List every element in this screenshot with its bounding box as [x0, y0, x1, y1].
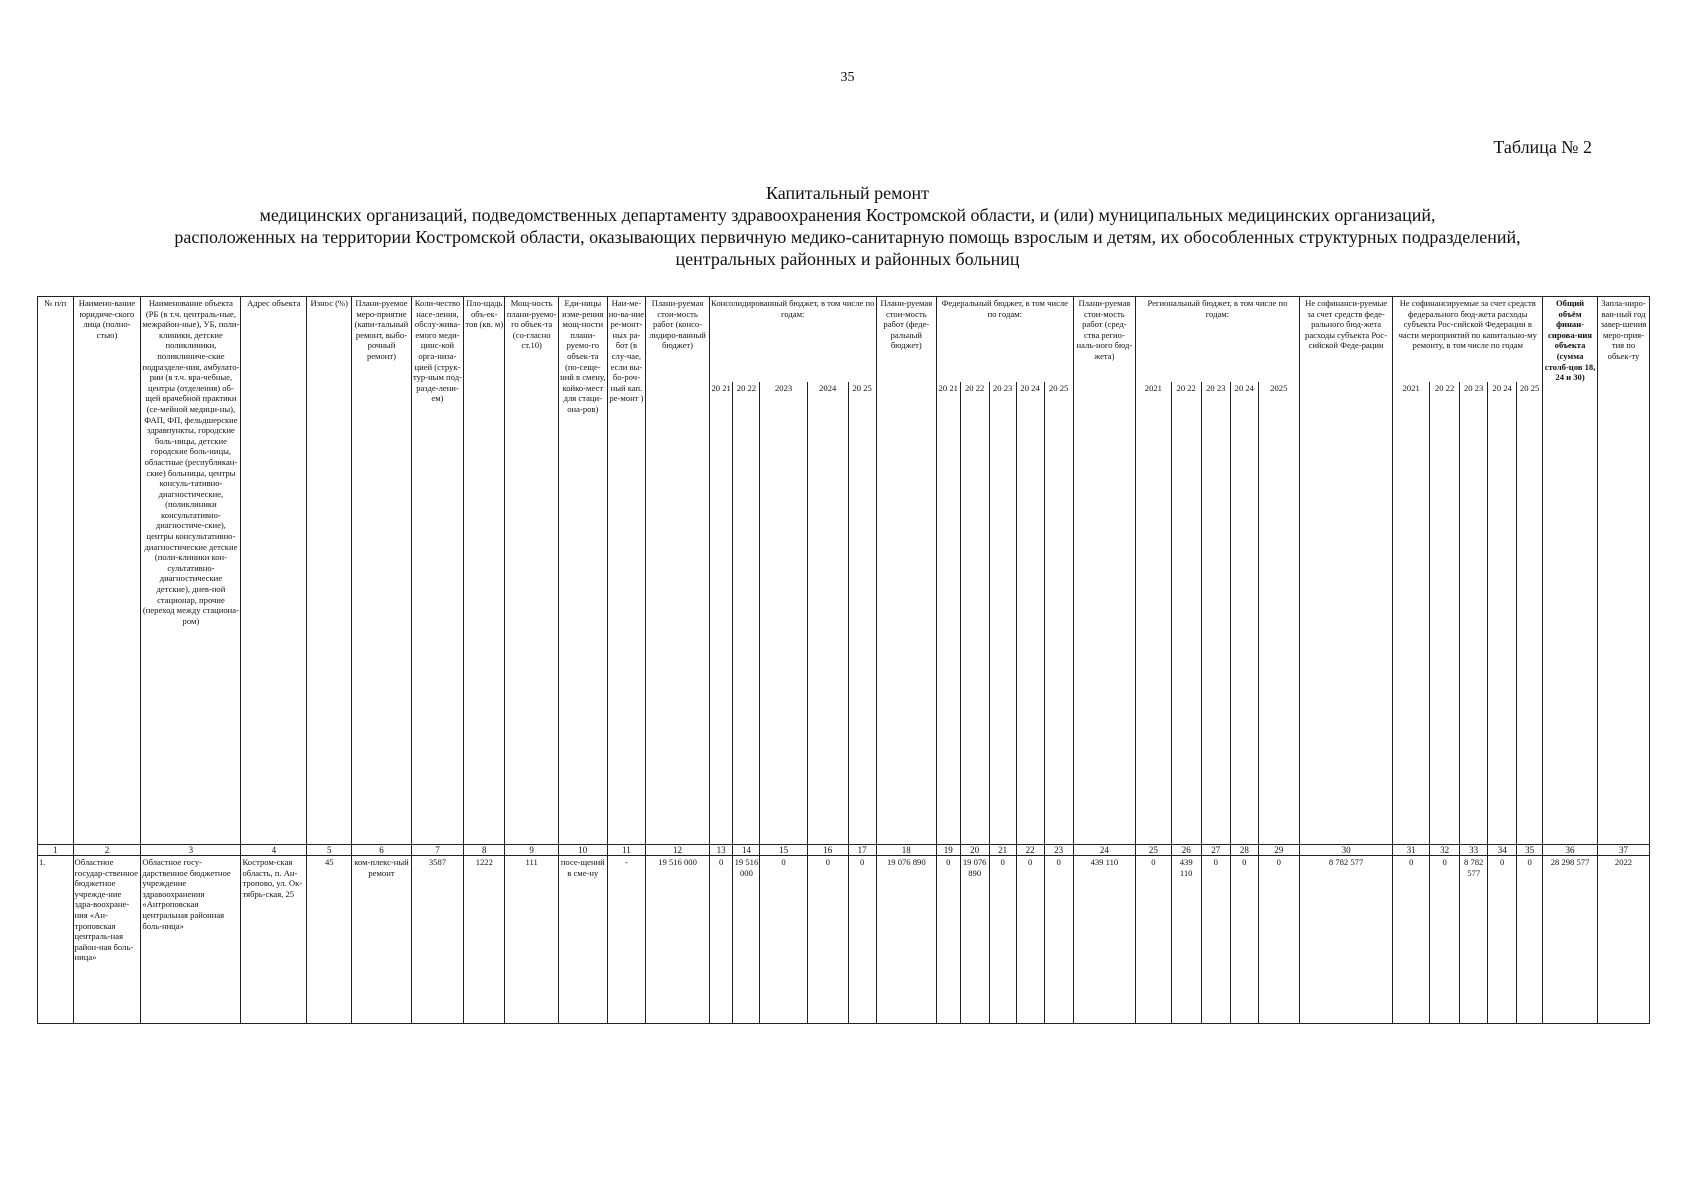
year-reg-2024: 20 24: [1230, 382, 1258, 845]
column-number: 22: [1016, 845, 1044, 856]
column-number: 14: [733, 845, 760, 856]
column-number: 18: [876, 845, 936, 856]
year-nonco-2021: 2021: [1393, 382, 1430, 845]
table-row: [38, 856, 1650, 1024]
column-number: 8: [464, 845, 505, 856]
header-num: № п/п: [38, 297, 74, 845]
cell-reg-2024: 0: [1230, 856, 1258, 1024]
column-number: 19: [936, 845, 960, 856]
column-number: 9: [505, 845, 559, 856]
cell-cons-2021: 0: [709, 856, 733, 1024]
column-number: 7: [411, 845, 464, 856]
header-cost-consolidated: Плани-руемая стои-мость работ (консо-лидиро-ванный бюджет): [646, 297, 710, 845]
column-number: 17: [848, 845, 876, 856]
header-capacity-units: Еди-ницы изме-рения мощ-ности плани-руемо-го объек-та (по-сеще-ний в смену, койко-мест для стаци-она-ров): [559, 297, 607, 845]
cell-nonco-2022: 0: [1430, 856, 1460, 1024]
column-number: 5: [307, 845, 352, 856]
year-reg-2023: 20 23: [1201, 382, 1230, 845]
cell-reg-2021: 0: [1136, 856, 1172, 1024]
year-fed-2022: 20 22: [960, 382, 989, 845]
cell-cost-federal: 19 076 890: [876, 856, 936, 1024]
cell-repair-works: -: [607, 856, 646, 1024]
column-number: 31: [1393, 845, 1430, 856]
cell-area: 1222: [464, 856, 505, 1024]
header-capacity: Мощ-ность плани-руемо-го объек-та (со-гласно ст.10): [505, 297, 559, 845]
column-number: 23: [1044, 845, 1073, 856]
year-fed-2021: 20 21: [936, 382, 960, 845]
column-number: 3: [141, 845, 241, 856]
cell-fed-2024: 0: [1016, 856, 1044, 1024]
year-cons-2025: 20 25: [848, 382, 876, 845]
table-label: Таблица № 2: [1493, 137, 1592, 157]
header-row-top: [38, 297, 1650, 383]
year-nonco-2023: 20 23: [1460, 382, 1488, 845]
title-line-4: центральных районных и районных больниц: [675, 249, 1020, 269]
year-fed-2024: 20 24: [1016, 382, 1044, 845]
year-nonco-2024: 20 24: [1488, 382, 1517, 845]
column-number: 37: [1598, 845, 1650, 856]
column-number: 16: [807, 845, 848, 856]
title-line-2: медицинских организаций, подведомственных департаменту здравоохранения Костромской области, и (или) муниципальных медицинских организаций,: [259, 205, 1436, 225]
cell-cost-consolidated: 19 516 000: [646, 856, 710, 1024]
year-cons-2023: 2023: [760, 382, 807, 845]
year-fed-2023: 20 23: [989, 382, 1016, 845]
cell-address: Костром-ская область, п. Ан-тропово, ул. Ок-тябрь-ская, 25: [241, 856, 307, 1024]
cell-nonco-2023: 8 782 577: [1460, 856, 1488, 1024]
document-title: [60, 182, 1635, 270]
column-number-row: [38, 845, 1650, 856]
cell-object-name: Областное госу-дарственное бюджетное учреждение здравоохранения «Антроповская центральная районная боль-ница»: [141, 856, 241, 1024]
column-number: 12: [646, 845, 710, 856]
column-number: 4: [241, 845, 307, 856]
header-cost-regional: Плани-руемая стои-мость работ (сред-ства регио-наль-ного бюд-жета): [1073, 297, 1135, 845]
header-total-financing: Общий объём финан-сирова-ния объекта (сумма столб-цов 18, 24 и 30): [1543, 297, 1598, 845]
column-number: 33: [1460, 845, 1488, 856]
header-planned-measure: Плани-руемое меро-приятие (капи-тальный ремонт, выбо-рочный ремонт): [352, 297, 411, 845]
column-number: 2: [73, 845, 141, 856]
column-number: 25: [1136, 845, 1172, 856]
cell-capacity-units: посе-щений в сме-ну: [559, 856, 607, 1024]
cell-reg-2022: 439 110: [1171, 856, 1201, 1024]
year-cons-2022: 20 22: [733, 382, 760, 845]
year-nonco-2025: 20 25: [1517, 382, 1543, 845]
header-cost-federal: Плани-руемая стои-мость работ (феде-ральный бюджет): [876, 297, 936, 845]
year-reg-2021: 2021: [1136, 382, 1172, 845]
column-number: 24: [1073, 845, 1135, 856]
header-noncofinanced: Не софинанси-руемые за счет средств феде-рального бюд-жета расходы субъекта Рос-сийской Феде-рации: [1299, 297, 1393, 845]
cell-nonco-2025: 0: [1517, 856, 1543, 1024]
column-number: 11: [607, 845, 646, 856]
column-number: 27: [1201, 845, 1230, 856]
column-number: 30: [1299, 845, 1393, 856]
cell-cons-2024: 0: [807, 856, 848, 1024]
year-cons-2024: 2024: [807, 382, 848, 845]
cell-wear: 45: [307, 856, 352, 1024]
cell-total-financing: 28 298 577: [1543, 856, 1598, 1024]
page-number: 35: [840, 70, 855, 85]
column-number: 6: [352, 845, 411, 856]
year-fed-2025: 20 25: [1044, 382, 1073, 845]
cell-fed-2021: 0: [936, 856, 960, 1024]
column-number: 26: [1171, 845, 1201, 856]
cell-population: 3587: [411, 856, 464, 1024]
header-group-noncofinanced: Не софинансируемые за счет средств федерального бюд-жета расходы субъекта Рос-сийской Федерации в части мероприятий по капитально-му ремонту, в том числе по годам: [1393, 297, 1543, 383]
cell-reg-2023: 0: [1201, 856, 1230, 1024]
column-number: 1: [38, 845, 74, 856]
header-group-regional: Региональный бюджет, в том числе по годам:: [1136, 297, 1300, 383]
column-number: 13: [709, 845, 733, 856]
header-completion-year: Запла-ниро-ван-ный год завер-шения меро-прия-тия по объек-ту: [1598, 297, 1650, 845]
column-number: 36: [1543, 845, 1598, 856]
column-number: 21: [989, 845, 1016, 856]
column-number: 32: [1430, 845, 1460, 856]
header-group-consolidated: Консолидированный бюджет, в том числе по годам:: [709, 297, 876, 383]
cell-fed-2025: 0: [1044, 856, 1073, 1024]
header-repair-works: Наи-ме-но-ва-ние ре-монт-ных ра-бот (в слу-чае, если вы-бо-роч-ный кап. ре-монт ): [607, 297, 646, 845]
column-number: 28: [1230, 845, 1258, 856]
cell-cost-regional: 439 110: [1073, 856, 1135, 1024]
header-wear: Износ (%): [307, 297, 352, 845]
cell-legal-entity: Областное государ-ственное бюджетное учрежде-ние здра-воохране-ния «Ан-троповская централь-ная район-ная боль-ница»: [73, 856, 141, 1024]
cell-nonco-2021: 0: [1393, 856, 1430, 1024]
header-population: Коли-чество насе-ления, обслу-жива-емого меди-цинс-кой орга-низа-цией (струк-тур-ным под-разде-лени-ем): [411, 297, 464, 845]
title-line-1: Капитальный ремонт: [766, 183, 929, 203]
cell-capacity: 111: [505, 856, 559, 1024]
year-cons-2021: 20 21: [709, 382, 733, 845]
year-reg-2025: 2025: [1258, 382, 1299, 845]
header-legal-entity: Наимено-вание юридиче-ского лица (полно-стью): [73, 297, 141, 845]
column-number: 29: [1258, 845, 1299, 856]
header-group-federal: Федеральный бюджет, в том числе по годам:: [936, 297, 1073, 383]
column-number: 34: [1488, 845, 1517, 856]
column-number: 20: [960, 845, 989, 856]
cell-planned-measure: ком-плекс-ный ремонт: [352, 856, 411, 1024]
cell-noncofinanced: 8 782 577: [1299, 856, 1393, 1024]
header-address: Адрес объекта: [241, 297, 307, 845]
column-number: 35: [1517, 845, 1543, 856]
cell-cons-2023: 0: [760, 856, 807, 1024]
cell-reg-2025: 0: [1258, 856, 1299, 1024]
cell-nonco-2024: 0: [1488, 856, 1517, 1024]
year-reg-2022: 20 22: [1171, 382, 1201, 845]
year-nonco-2022: 20 22: [1430, 382, 1460, 845]
title-line-3: расположенных на территории Костромской области, оказывающих первичную медико-санитарную помощь взрослым и детям, их обособленных структурных подразделений,: [174, 227, 1521, 247]
cell-num: 1.: [38, 856, 74, 1024]
header-area: Пло-щадь объ-ек-тов (кв. м): [464, 297, 505, 845]
cell-cons-2025: 0: [848, 856, 876, 1024]
column-number: 10: [559, 845, 607, 856]
column-number: 15: [760, 845, 807, 856]
cell-fed-2023: 0: [989, 856, 1016, 1024]
cell-cons-2022: 19 516 000: [733, 856, 760, 1024]
cell-completion-year: 2022: [1598, 856, 1650, 1024]
header-object-name: Наименование объекта (РБ (в т.ч. централь-ные, межрайон-ные), УБ, поли-клиники, детские поликлиники, поликлиниче-ские подразделе-ния, амбулато-рии (в т.ч. вра-чебные, центры (отделения) об-щей врачебной практики (се-мейной медици-ны), ФАП, ФП, фельдшерские здравпункты, городские боль-ницы, детские городские боль-ницы, областные (республикан-ские) больницы, центры консуль-тативно-диагностические, (поликлиники консультативно-диагностиче-ские), центры консультативно-диагностические детские (поли-клиники кон-сультативно-диагностические детские), днев-ной стационар, прочие (переход между стациона-ром): [141, 297, 241, 845]
cell-fed-2022: 19 076 890: [960, 856, 989, 1024]
capital-repair-table: [37, 296, 1650, 1024]
